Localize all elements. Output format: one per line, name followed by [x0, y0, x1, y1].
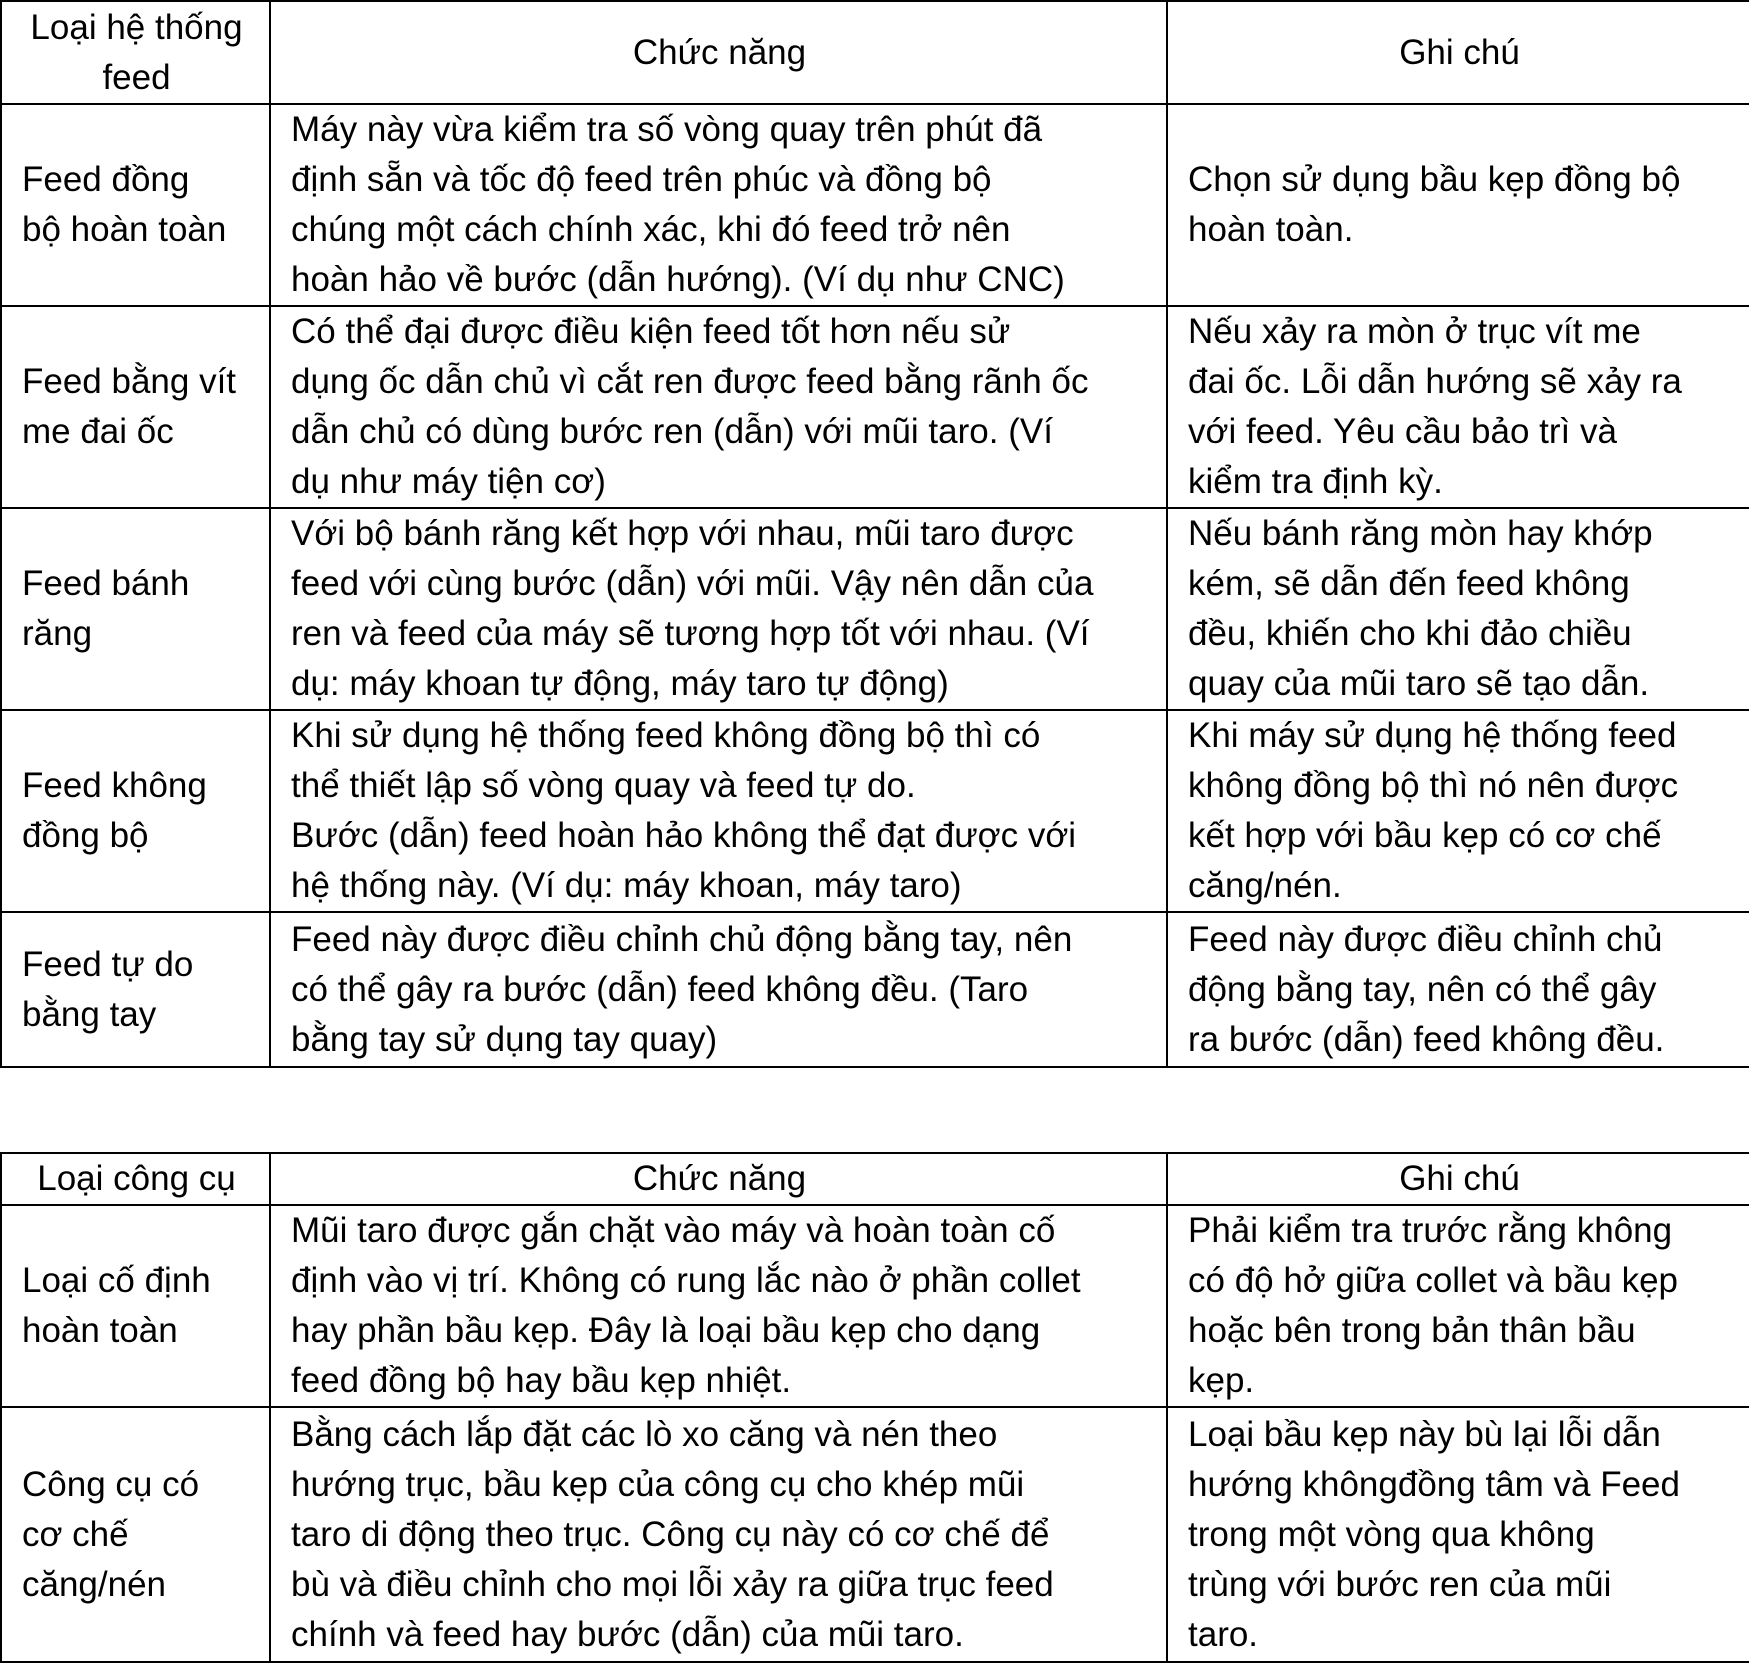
- text-line: Chọn sử dụng bầu kẹp đồng bộ: [1188, 160, 1681, 199]
- row-note: [1167, 710, 1749, 912]
- text-line: định vào vị trí. Không có rung lắc nào ở phần collet: [291, 1261, 1081, 1300]
- text-line: taro di động theo trục. Công cụ này có cơ chế để: [291, 1514, 1050, 1554]
- text-line: hoàn hảo về bước (dẫn hướng). (Ví dụ như CNC): [291, 260, 1065, 299]
- row-type: [1, 1407, 270, 1662]
- text-line: Mũi taro được gắn chặt vào máy và hoàn toàn cố: [291, 1211, 1056, 1250]
- text-line: chính và feed hay bước (dẫn) của mũi taro.: [291, 1614, 964, 1654]
- text-line: bộ hoàn toàn: [22, 210, 227, 249]
- text-line: hay phần bầu kẹp. Đây là loại bầu kẹp cho dạng: [291, 1311, 1041, 1350]
- text-line: Phải kiểm tra trước rằng không: [1188, 1211, 1673, 1250]
- header-feed-system-type: [1, 1, 270, 104]
- text-line: feed: [102, 57, 171, 97]
- text-line: Feed này được điều chỉnh chủ động bằng tay, nên: [291, 919, 1073, 959]
- text-line: kết hợp với bầu kẹp có cơ chế: [1188, 816, 1662, 855]
- text-line: ra bước (dẫn) feed không đều.: [1188, 1019, 1665, 1059]
- text-line: Loại công cụ: [37, 1159, 236, 1198]
- row-note: [1167, 306, 1749, 508]
- text-line: ren và feed của máy sẽ tương hợp tốt với nhau. (Ví: [291, 614, 1090, 653]
- text-line: Bước (dẫn) feed hoàn hảo không thể đạt được với: [291, 816, 1077, 855]
- header-note: Ghi chú: [1167, 1, 1749, 104]
- text-line: Feed này được điều chỉnh chủ: [1188, 919, 1663, 959]
- text-line: chúng một cách chính xác, khi đó feed trở nên: [291, 210, 1011, 249]
- text-line: động bằng tay, nên có thể gây: [1188, 969, 1657, 1009]
- table-header-row: [1, 1, 1749, 104]
- row-type: [1, 104, 270, 306]
- text-line: feed đồng bộ hay bầu kẹp nhiệt.: [291, 1361, 792, 1400]
- text-line: định sẵn và tốc độ feed trên phúc và đồng bộ: [291, 160, 992, 199]
- table-row: [1, 912, 1749, 1067]
- row-function: [270, 1205, 1167, 1407]
- row-note: [1167, 104, 1749, 306]
- text-line: với feed. Yêu cầu bảo trì và: [1188, 412, 1617, 451]
- header-function: Chức năng: [270, 1, 1167, 104]
- text-line: đai ốc. Lỗi dẫn hướng sẽ xảy ra: [1188, 362, 1682, 401]
- header-note: Ghi chú: [1167, 1153, 1749, 1205]
- text-line: căng/nén: [22, 1564, 167, 1604]
- row-type: [1, 508, 270, 710]
- row-type: [1, 306, 270, 508]
- text-line: Feed đồng: [22, 160, 190, 199]
- table-header-row: [1, 1153, 1749, 1205]
- text-line: Khi sử dụng hệ thống feed không đồng bộ thì có: [291, 716, 1041, 755]
- table-row: [1, 508, 1749, 710]
- row-function: [270, 710, 1167, 912]
- text-line: Công cụ có: [22, 1464, 200, 1504]
- table-row: [1, 710, 1749, 912]
- tool-type-table: [0, 1152, 1749, 1663]
- text-line: kẹp.: [1188, 1361, 1255, 1400]
- row-function: [270, 306, 1167, 508]
- table-row: [1, 1407, 1749, 1662]
- text-line: trùng với bước ren của mũi: [1188, 1564, 1612, 1604]
- text-line: có thể gây ra bước (dẫn) feed không đều. (Taro: [291, 969, 1029, 1009]
- text-line: Loại bầu kẹp này bù lại lỗi dẫn: [1188, 1414, 1661, 1454]
- text-line: me đai ốc: [22, 412, 174, 451]
- text-line: hệ thống này. (Ví dụ: máy khoan, máy taro): [291, 866, 962, 905]
- text-line: đều, khiến cho khi đảo chiều: [1188, 614, 1632, 653]
- text-line: quay của mũi taro sẽ tạo dẫn.: [1188, 664, 1650, 703]
- text-line: căng/nén.: [1188, 866, 1342, 905]
- text-line: Loại hệ thống: [30, 7, 243, 47]
- text-line: hoàn toàn: [22, 1311, 178, 1350]
- text-line: Có thể đại được điều kiện feed tốt hơn nếu sử: [291, 312, 1011, 351]
- text-line: Khi máy sử dụng hệ thống feed: [1188, 716, 1677, 755]
- text-line: có độ hở giữa collet và bầu kẹp: [1188, 1261, 1679, 1300]
- text-line: Với bộ bánh răng kết hợp với nhau, mũi taro được: [291, 514, 1074, 553]
- row-function: [270, 104, 1167, 306]
- text-line: hoặc bên trong bản thân bầu: [1188, 1311, 1636, 1350]
- header-function: Chức năng: [270, 1153, 1167, 1205]
- text-line: Feed bằng vít: [22, 362, 237, 401]
- text-line: Feed bánh: [22, 564, 190, 603]
- text-line: dụng ốc dẫn chủ vì cắt ren được feed bằng rãnh ốc: [291, 362, 1089, 401]
- table-row: [1, 1205, 1749, 1407]
- row-note: [1167, 1205, 1749, 1407]
- text-line: đồng bộ: [22, 816, 149, 855]
- text-line: hướng khôngđồng tâm và Feed: [1188, 1464, 1680, 1504]
- row-function: [270, 508, 1167, 710]
- text-line: Máy này vừa kiểm tra số vòng quay trên phút đã: [291, 110, 1043, 149]
- text-line: Bằng cách lắp đặt các lò xo căng và nén theo: [291, 1414, 998, 1454]
- table-row: [1, 306, 1749, 508]
- table-row: [1, 104, 1749, 306]
- text-line: feed với cùng bước (dẫn) với mũi. Vậy nên dẫn của: [291, 564, 1094, 603]
- text-line: không đồng bộ thì nó nên được: [1188, 766, 1679, 805]
- header-tool-type: [1, 1153, 270, 1205]
- text-line: Nếu bánh răng mòn hay khớp: [1188, 514, 1653, 553]
- text-line: thể thiết lập số vòng quay và feed tự do.: [291, 766, 916, 805]
- row-type: [1, 1205, 270, 1407]
- text-line: bằng tay sử dụng tay quay): [291, 1019, 718, 1059]
- text-line: Feed tự do: [22, 944, 194, 984]
- text-line: dụ như máy tiện cơ): [291, 462, 606, 501]
- text-line: Feed không: [22, 766, 207, 805]
- text-line: kiểm tra định kỳ.: [1188, 462, 1443, 501]
- text-line: dẫn chủ có dùng bước ren (dẫn) với mũi taro. (Ví: [291, 412, 1053, 451]
- row-note: [1167, 508, 1749, 710]
- text-line: bù và điều chỉnh cho mọi lỗi xảy ra giữa trục feed: [291, 1564, 1054, 1604]
- text-line: Nếu xảy ra mòn ở trục vít me: [1188, 312, 1641, 351]
- row-type: [1, 710, 270, 912]
- text-line: kém, sẽ dẫn đến feed không: [1188, 564, 1630, 603]
- text-line: cơ chế: [22, 1514, 129, 1554]
- text-line: dụ: máy khoan tự động, máy taro tự động): [291, 664, 949, 703]
- text-line: hoàn toàn.: [1188, 210, 1354, 249]
- row-function: [270, 1407, 1167, 1662]
- row-note: [1167, 1407, 1749, 1662]
- text-line: bằng tay: [22, 994, 157, 1034]
- text-line: trong một vòng qua không: [1188, 1514, 1595, 1554]
- text-line: răng: [22, 614, 93, 653]
- text-line: Loại cố định: [22, 1261, 211, 1300]
- row-function: [270, 912, 1167, 1067]
- row-note: [1167, 912, 1749, 1067]
- row-type: [1, 912, 270, 1067]
- text-line: hướng trục, bầu kẹp của công cụ cho khép mũi: [291, 1464, 1025, 1504]
- text-line: taro.: [1188, 1614, 1259, 1654]
